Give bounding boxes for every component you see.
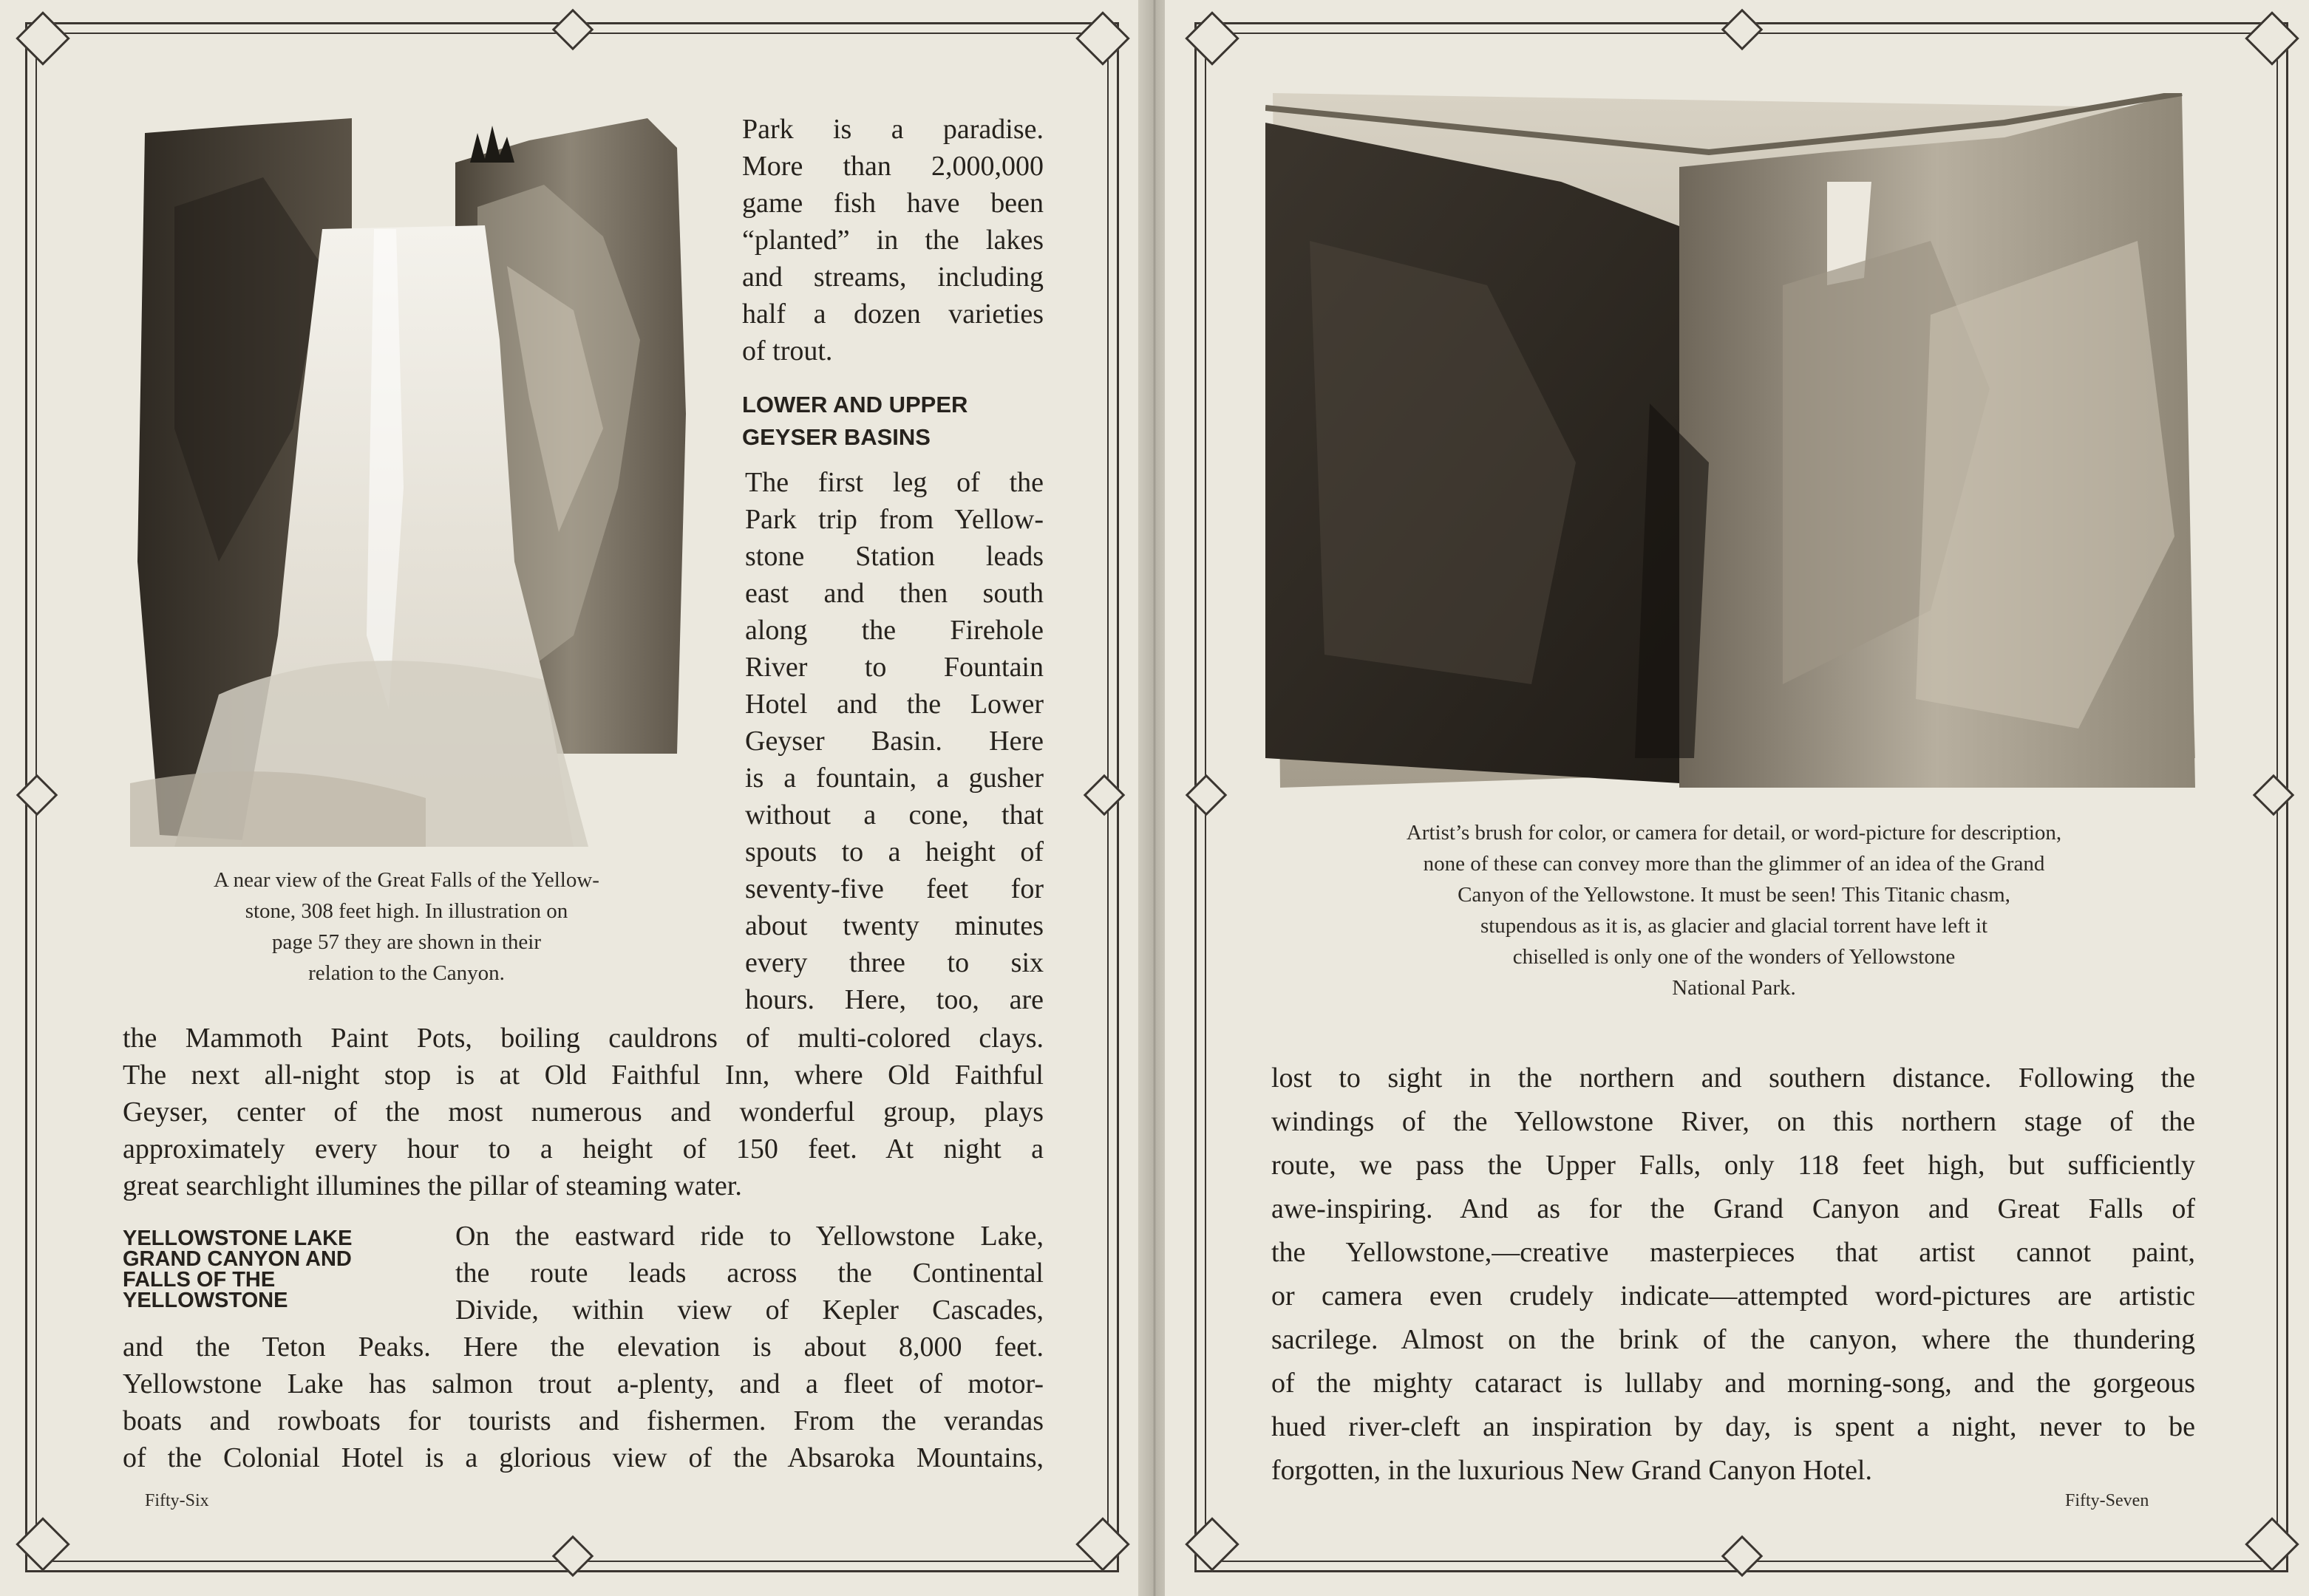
geyser-basins-column bbox=[745, 464, 1044, 1018]
text-line: Park is a paradise. bbox=[742, 114, 1044, 145]
text-line: sacrilege. Almost on the brink of the canyon, where the thundering bbox=[1271, 1324, 2195, 1355]
text-line: Yellowstone Lake has salmon trout a-plenty, and a fleet of motor- bbox=[123, 1368, 1044, 1399]
text-line: seventy-five feet for bbox=[745, 873, 1044, 904]
text-line: the Yellowstone,—creative masterpieces that artist cannot paint, bbox=[1271, 1237, 2195, 1268]
canyon-photo bbox=[1265, 93, 2195, 788]
text-line: along the Firehole bbox=[745, 615, 1044, 646]
caption-line: page 57 they are shown in their bbox=[271, 930, 541, 954]
text-line: of the mighty cataract is lullaby and morning-song, and the gorgeous bbox=[1271, 1368, 2195, 1399]
text-line: half a dozen varieties bbox=[742, 299, 1044, 330]
heading-line: FALLS OF THE bbox=[123, 1268, 276, 1292]
caption-line: chiselled is only one of the wonders of Yellowstone bbox=[1512, 945, 1956, 969]
text-line: or camera even crudely indicate—attempted word-pictures are artistic bbox=[1271, 1280, 2195, 1312]
text-line: Hotel and the Lower bbox=[745, 689, 1044, 720]
heading-line: YELLOWSTONE bbox=[123, 1289, 288, 1312]
text-line: every three to six bbox=[745, 947, 1044, 978]
heading-line: GEYSER BASINS bbox=[742, 424, 931, 450]
right-page bbox=[1165, 0, 2309, 1596]
caption-line: relation to the Canyon. bbox=[308, 961, 505, 985]
waterfall-illustration bbox=[130, 118, 686, 847]
text-line: approximately every hour to a height of 150 feet. At night a bbox=[123, 1133, 1044, 1164]
caption-line: Artist’s brush for color, or camera for detail, or word-picture for description, bbox=[1406, 821, 2062, 845]
text-line: River to Fountain bbox=[745, 652, 1044, 683]
text-line: On the eastward ride to Yellowstone Lake, bbox=[455, 1221, 1044, 1252]
text-line: “planted” in the lakes bbox=[742, 225, 1044, 256]
text-line: great searchlight illumines the pillar of steaming water. bbox=[123, 1170, 742, 1201]
text-line: hued river-cleft an inspiration by day, is spent a night, never to be bbox=[1271, 1411, 2195, 1442]
text-line: The first leg of the bbox=[745, 467, 1044, 498]
text-line: More than 2,000,000 bbox=[742, 151, 1044, 182]
caption-line: stone, 308 feet high. In illustration on bbox=[245, 899, 568, 923]
text-line: awe-inspiring. And as for the Grand Canyon and Great Falls of bbox=[1271, 1193, 2195, 1224]
caption-line: none of these can convey more than the glimmer of an idea of the Grand bbox=[1423, 852, 2045, 876]
side-heading-yellowstone-lake bbox=[123, 1228, 441, 1311]
canyon-caption bbox=[1298, 817, 2170, 1003]
text-line: stone Station leads bbox=[745, 541, 1044, 572]
heading-line: LOWER AND UPPER bbox=[742, 392, 968, 417]
text-line: east and then south bbox=[745, 578, 1044, 609]
canyon-illustration bbox=[1265, 93, 2195, 788]
text-line: without a cone, that bbox=[745, 799, 1044, 831]
right-column-intro bbox=[742, 111, 1044, 369]
bottom-body bbox=[123, 1329, 1044, 1476]
heading-line: YELLOWSTONE LAKE bbox=[123, 1227, 353, 1250]
text-line: forgotten, in the luxurious New Grand Canyon Hotel. bbox=[1271, 1455, 1872, 1486]
text-line: of the Colonial Hotel is a glorious view of the Absaroka Mountains, bbox=[123, 1442, 1044, 1473]
text-line: Divide, within view of Kepler Cascades, bbox=[455, 1295, 1044, 1326]
waterfall-caption bbox=[111, 864, 702, 989]
text-line: of trout. bbox=[742, 335, 833, 366]
text-line: spouts to a height of bbox=[745, 836, 1044, 867]
text-line: the route leads across the Continental bbox=[455, 1258, 1044, 1289]
text-line: game fish have been bbox=[742, 188, 1044, 219]
text-line: lost to sight in the northern and southern distance. Following the bbox=[1271, 1063, 2195, 1094]
text-line: Park trip from Yellow- bbox=[745, 504, 1044, 535]
text-line: boats and rowboats for tourists and fishermen. From the verandas bbox=[123, 1405, 1044, 1436]
heading-line: GRAND CANYON AND bbox=[123, 1247, 352, 1271]
text-line: route, we pass the Upper Falls, only 118 feet high, but sufficiently bbox=[1271, 1150, 2195, 1181]
caption-line: A near view of the Great Falls of the Yellow- bbox=[214, 868, 599, 892]
text-line: the Mammoth Paint Pots, boiling cauldrons of multi-colored clays. bbox=[123, 1023, 1044, 1054]
text-line: hours. Here, too, are bbox=[745, 984, 1044, 1015]
left-page bbox=[0, 0, 1144, 1596]
text-line: Geyser, center of the most numerous and wonderful group, plays bbox=[123, 1097, 1044, 1128]
text-line: is a fountain, a gusher bbox=[745, 763, 1044, 794]
text-line: Geyser Basin. Here bbox=[745, 726, 1044, 757]
text-line: about twenty minutes bbox=[745, 910, 1044, 941]
page-number: Fifty-Seven bbox=[2065, 1491, 2149, 1510]
full-width-body bbox=[123, 1020, 1044, 1204]
side-text bbox=[455, 1218, 1044, 1329]
text-line: The next all-night stop is at Old Faithful Inn, where Old Faithful bbox=[123, 1060, 1044, 1091]
right-body bbox=[1271, 1057, 2195, 1493]
text-line: windings of the Yellowstone River, on this northern stage of the bbox=[1271, 1106, 2195, 1137]
waterfall-photo bbox=[130, 118, 686, 847]
page-number: Fifty-Six bbox=[145, 1491, 209, 1510]
caption-line: Canyon of the Yellowstone. It must be seen! This Titanic chasm, bbox=[1458, 883, 2010, 907]
text-line: and the Teton Peaks. Here the elevation is about 8,000 feet. bbox=[123, 1331, 1044, 1363]
caption-line: National Park. bbox=[1672, 976, 1796, 1000]
text-line: and streams, including bbox=[742, 262, 1044, 293]
caption-line: stupendous as it is, as glacier and glacial torrent have left it bbox=[1480, 914, 1988, 938]
section-heading-geyser-basins bbox=[742, 389, 1053, 454]
